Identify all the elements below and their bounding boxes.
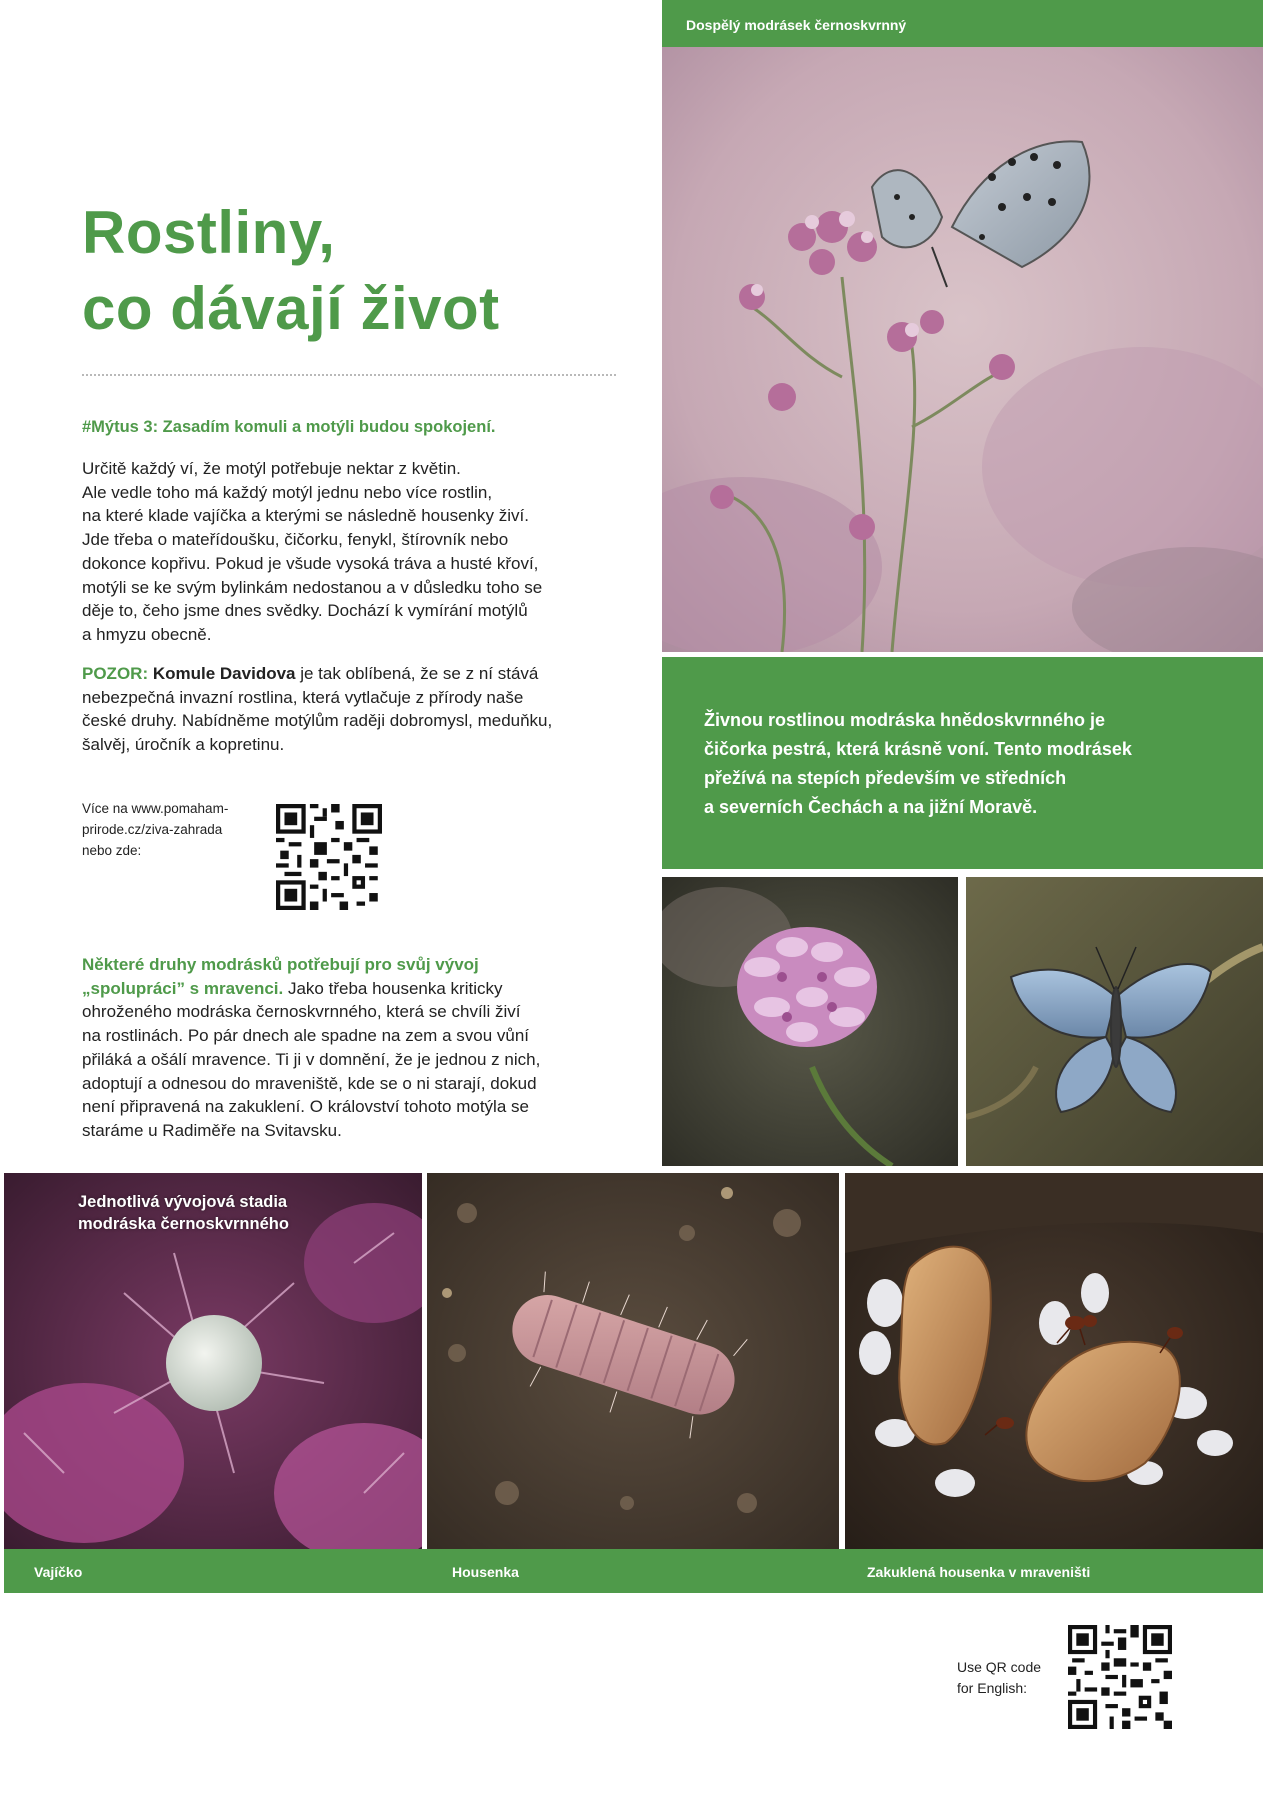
intro-line: děje to, čeho jsme dnes svědky. Dochází k vymírání motýlů	[82, 601, 528, 621]
ants-line: není připravená na zakuklení. O království tohoto motýla se	[82, 1097, 529, 1117]
photo-blue-butterfly	[966, 877, 1263, 1166]
stages-caption-line: Jednotlivá vývojová stadia	[78, 1193, 288, 1211]
warning-line: šalvěj, úročník a kopretinu.	[82, 735, 285, 755]
stages-caption	[78, 1191, 338, 1235]
ants-paragraph	[82, 953, 627, 1143]
warning-line: nebezpečná invazní rostlina, která vytlačuje z přírody naše	[82, 687, 524, 707]
page-title	[82, 195, 642, 347]
label-egg: Vajíčko	[34, 1564, 83, 1580]
myth-heading: #Mýtus 3: Zasadím komuli a motýli budou spokojení.	[82, 418, 496, 436]
stages-label-bar	[4, 1549, 1263, 1593]
warning-line1-rest: je tak oblíbená, že se z ní stává	[295, 664, 539, 683]
green-info-box	[662, 657, 1263, 869]
qr-code-website[interactable]	[276, 804, 382, 910]
ants-bold-line: „spolupráci” s mravenci.	[82, 978, 284, 998]
top-photo-caption: Dospělý modrásek černoskvrnný	[686, 17, 907, 33]
intro-line: Ale vedle toho má každý motýl jednu nebo více rostlin,	[82, 482, 493, 502]
qr-code-icon	[276, 804, 382, 910]
warning-paragraph	[82, 662, 627, 757]
ants-line: přiláká a ošálí mravence. Ti ji v domnění, že je jednou z nich,	[82, 1049, 541, 1069]
title-line-1: Rostliny,	[82, 199, 336, 266]
intro-line: na které klade vajíčka a kterými se následně housenky živí.	[82, 506, 529, 526]
green-info-line: čičorka pestrá, která krásně voní. Tento modrásek	[704, 739, 1132, 759]
ants-bold-line: Některé druhy modrásků potřebují pro svůj vývoj	[82, 955, 479, 974]
more-info-line: nebo zde:	[82, 843, 142, 858]
english-qr-note	[957, 1657, 1067, 1699]
warning-line	[82, 662, 627, 686]
top-photo-caption-bar	[662, 0, 1263, 47]
ants-line: adoptují a odnesou do mraveniště, kde se o ni starají, dokud	[82, 1073, 537, 1093]
title-line-2: co dávají život	[82, 275, 500, 342]
green-info-line: Živnou rostlinou modráska hnědoskvrnného je	[704, 710, 1106, 730]
english-qr-line: Use QR code	[957, 1659, 1042, 1675]
more-info-line: prirode.cz/ziva-zahrada	[82, 822, 223, 837]
ants-line	[82, 977, 627, 1001]
ants-line: staráme u Radiměře na Svitavsku.	[82, 1120, 342, 1140]
intro-line: motýli se ke svým bylinkám nedostanou a v důsledku toho se	[82, 577, 543, 597]
intro-line: Jde třeba o mateřídoušku, čičorku, fenykl, štírovník nebo	[82, 530, 509, 550]
qr-code-english[interactable]	[1068, 1625, 1172, 1729]
intro-line: a hmyzu obecně.	[82, 624, 212, 644]
ants-line: ohroženého modráska černoskvrnného, která se chvíli živí	[82, 1002, 521, 1022]
photo-pupa-in-anthill	[845, 1173, 1263, 1549]
label-caterpillar: Housenka	[452, 1564, 519, 1580]
photo-crown-vetch-flower	[662, 877, 958, 1166]
warning-plant: Komule Davidova	[152, 664, 296, 683]
ants-line: na rostlinách. Po pár dnech ale spadne na zem a svou vůní	[82, 1026, 530, 1046]
warning-line: české druhy. Nabídněme motýlům raději dobromysl, meduňku,	[82, 711, 553, 731]
photo-caterpillar	[427, 1173, 839, 1549]
green-info-line: přežívá na stepích především ve středních	[704, 768, 1067, 788]
warning-label: POZOR:	[82, 664, 149, 683]
ants-line2-rest: Jako třeba housenka kriticky	[283, 978, 503, 998]
english-qr-line: for English:	[957, 1680, 1028, 1696]
intro-paragraph	[82, 457, 627, 647]
intro-line: dokonce kopřivu. Pokud je všude vysoká tráva a husté křoví,	[82, 553, 539, 573]
dotted-divider	[82, 374, 616, 376]
stages-caption-line: modráska černoskvrnného	[78, 1215, 289, 1233]
more-info	[82, 798, 262, 861]
green-info-line: a severních Čechách a na jižní Moravě.	[704, 797, 1038, 817]
green-info-text	[704, 706, 1224, 822]
qr-code-icon	[1068, 1625, 1172, 1729]
more-info-line: Více na www.pomaham-	[82, 801, 229, 816]
photo-adult-butterfly	[662, 47, 1263, 652]
label-pupa: Zakuklená housenka v mraveništi	[867, 1564, 1091, 1580]
intro-line: Určitě každý ví, že motýl potřebuje nektar z květin.	[82, 459, 461, 478]
